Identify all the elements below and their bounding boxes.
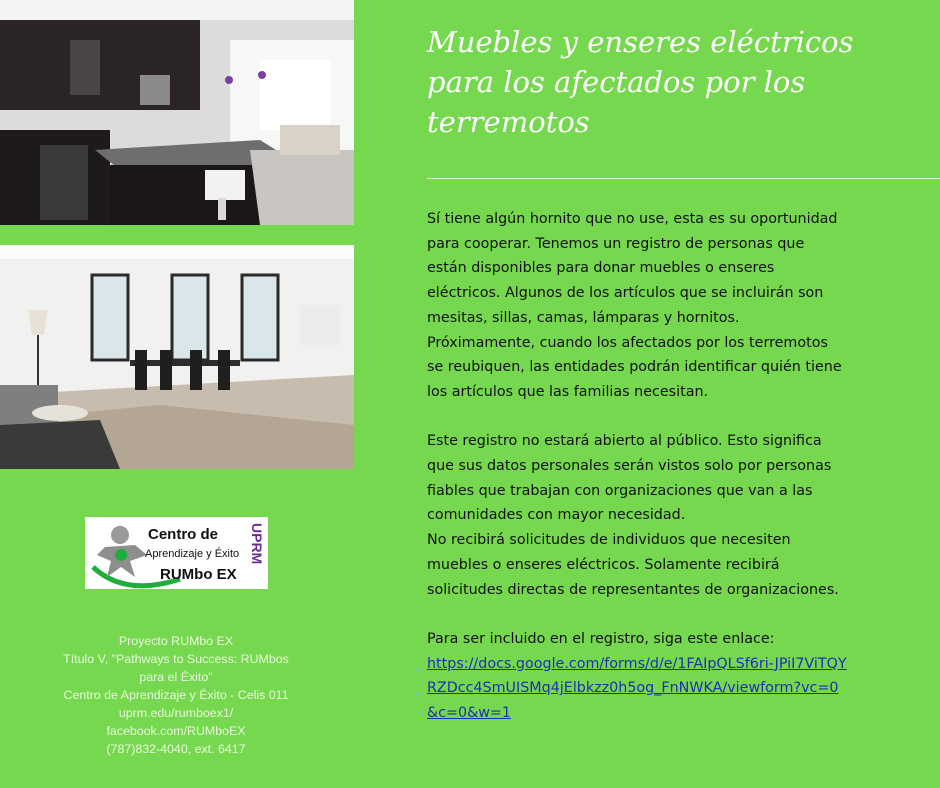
- living-room-photo: [0, 245, 354, 469]
- divider: [427, 178, 940, 179]
- paragraph-signup: Para ser incluido en el registro, siga este enlace:: [427, 630, 775, 647]
- logo-side-text: UPRM: [249, 523, 265, 565]
- footer-contact-info: [40, 632, 312, 758]
- signup-form-link[interactable]: https://docs.google.com/forms/d/e/1FAIpQLSf6ri-JPiI7ViTQYRZDcc4SmUISMq4jElbkzz0h5og_FnNWKA/viewform?vc=0&c=0&w=1: [427, 655, 847, 722]
- kitchen-photo: [0, 0, 354, 225]
- footer-line-title: Título V, "Pathways to Success: RUMbos para el Éxito": [63, 652, 289, 684]
- body-copy: [427, 207, 847, 726]
- footer-line-center: Centro de Aprendizaje y Éxito - Celis 011: [63, 688, 289, 702]
- paragraph-intro: Sí tiene algún hornito que no use, esta es su oportunidad para cooperar. Tenemos un registro de personas que están disponibles para donar muebles o enseres eléctricos. Algunos de los artículos que se incluirán son mesitas, sillas, camas, lámparas y hornitos. Próximamente, cuando los afectados por los terremotos se reubiquen, las entidades podrán identificar quién tiene los artículos que las familias necesitan.: [427, 211, 842, 400]
- footer-line-project: Proyecto RUMbo EX: [118, 634, 234, 648]
- logo-line-1: Centro de: [148, 526, 219, 543]
- paragraph-privacy: Este registro no estará abierto al público. Esto significa que sus datos personales serán vistos solo por personas fiables que trabajan con organizaciones que van a las comunidades con mayor necesidad.: [427, 433, 832, 524]
- centro-rumbo-ex-logo: [85, 517, 268, 589]
- headline: Muebles y enseres eléctricos para los afectados por los terremotos: [427, 25, 854, 139]
- logo-line-3: RUMbo EX: [160, 566, 237, 583]
- footer-line-phone: (787)832-4040, ext. 6417: [106, 742, 246, 756]
- logo-line-2: Aprendizaje y Éxito: [145, 548, 240, 560]
- footer-line-facebook[interactable]: facebook.com/RUMboEX: [106, 724, 246, 738]
- footer-line-website[interactable]: uprm.edu/rumboex1/: [118, 706, 234, 720]
- paragraph-requests: No recibirá solicitudes de individuos que necesiten muebles o enseres eléctricos. Solamente recibirá solicitudes directas de representantes de organizaciones.: [427, 532, 839, 598]
